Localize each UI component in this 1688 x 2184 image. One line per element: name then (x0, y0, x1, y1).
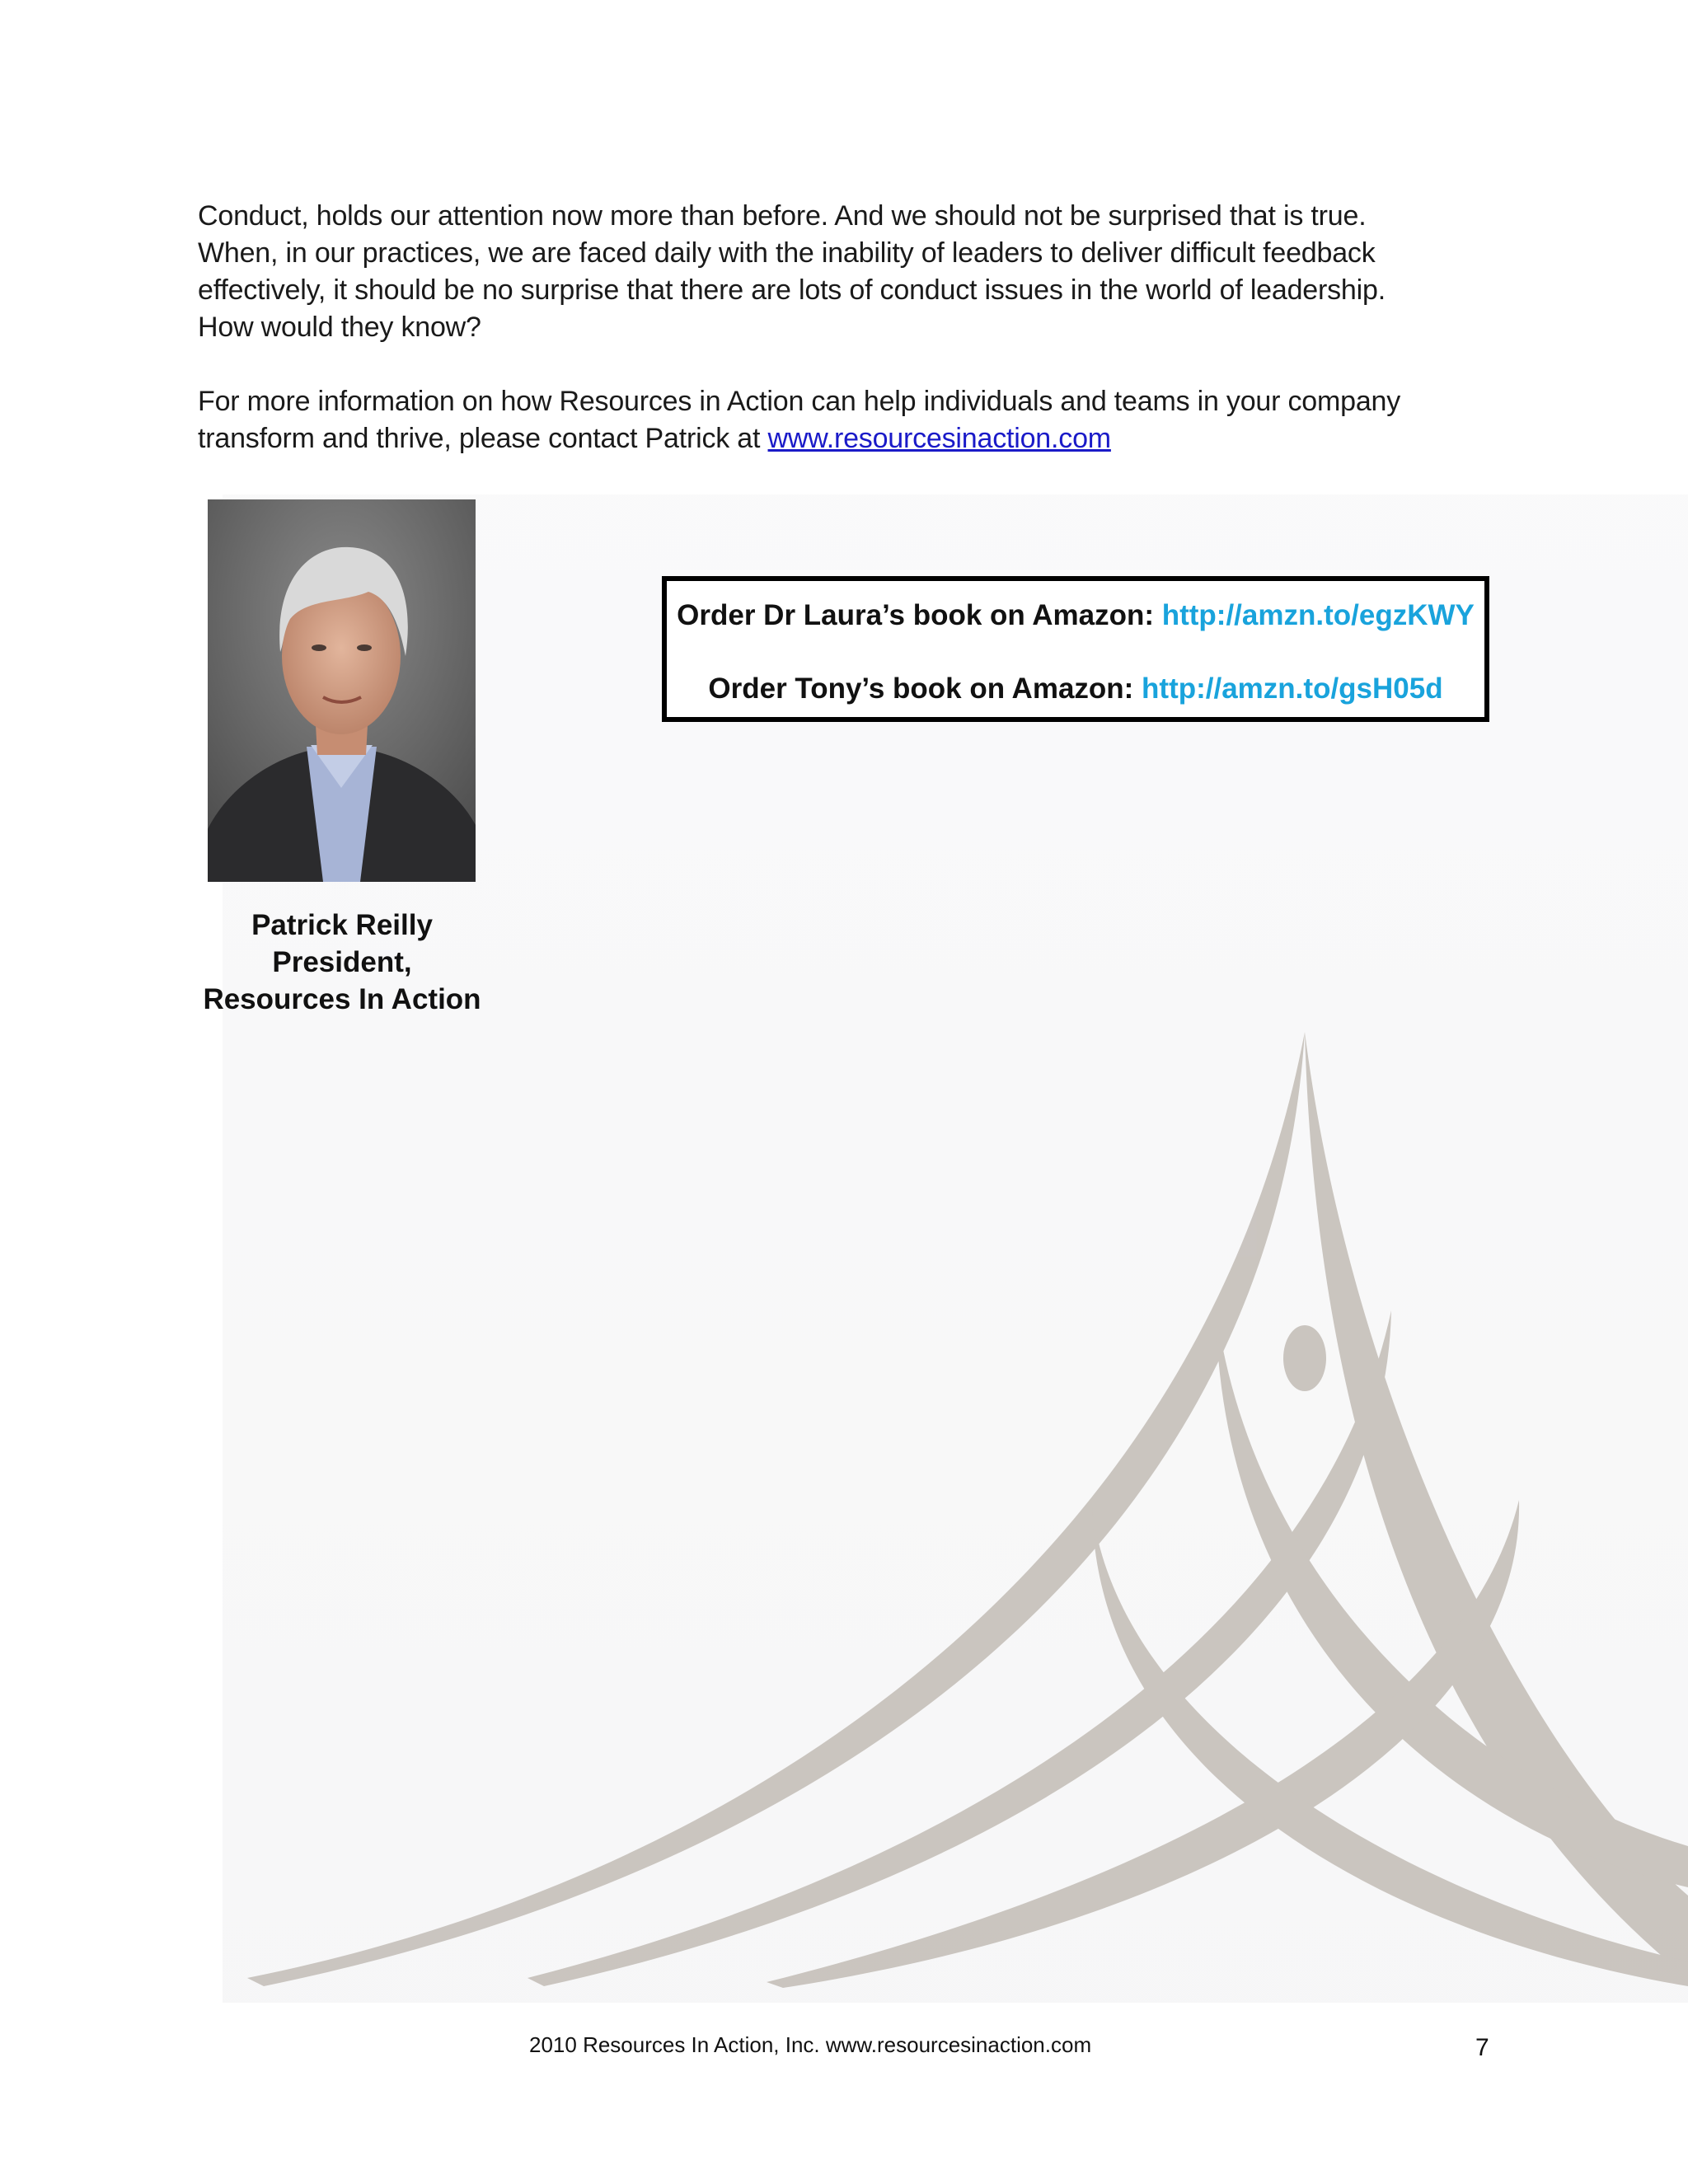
footer-copyright: 2010 Resources In Action, Inc. www.resourcesinaction.com (529, 2032, 1092, 2057)
paragraph-line-text: transform and thrive, please contact Patrick at (198, 423, 768, 454)
body-paragraph-conduct (198, 198, 1484, 346)
page-number: 7 (1475, 2034, 1489, 2061)
order-label-tony: Order Tony’s book on Amazon: (708, 673, 1142, 705)
order-line-tony (667, 673, 1484, 705)
paragraph-line (198, 420, 1484, 457)
order-label-laura: Order Dr Laura’s book on Amazon: (677, 599, 1162, 631)
book-order-box (662, 576, 1489, 722)
paragraph-line: For more information on how Resources in Action can help individuals and teams in your company (198, 386, 1401, 417)
profile-name: Patrick Reilly (251, 909, 433, 941)
profile-photo (208, 499, 476, 882)
paragraph-line: effectively, it should be no surprise that there are lots of conduct issues in the world of leadership. (198, 274, 1386, 306)
profile-company: Resources In Action (203, 983, 481, 1015)
body-paragraph-contact (198, 383, 1484, 457)
amazon-link-tony[interactable]: http://amzn.to/gsH05d (1142, 673, 1443, 705)
paragraph-line: Conduct, holds our attention now more than before. And we should not be surprised that is true. (198, 200, 1367, 232)
paragraph-line: How would they know? (198, 312, 481, 343)
profile-title: President, (272, 946, 412, 978)
profile-caption (190, 907, 495, 1018)
amazon-link-laura[interactable]: http://amzn.to/egzKWY (1161, 599, 1475, 631)
order-line-laura (667, 599, 1484, 632)
paragraph-line: When, in our practices, we are faced daily with the inability of leaders to deliver difficult feedback (198, 237, 1376, 269)
website-link[interactable]: www.resourcesinaction.com (767, 423, 1111, 454)
